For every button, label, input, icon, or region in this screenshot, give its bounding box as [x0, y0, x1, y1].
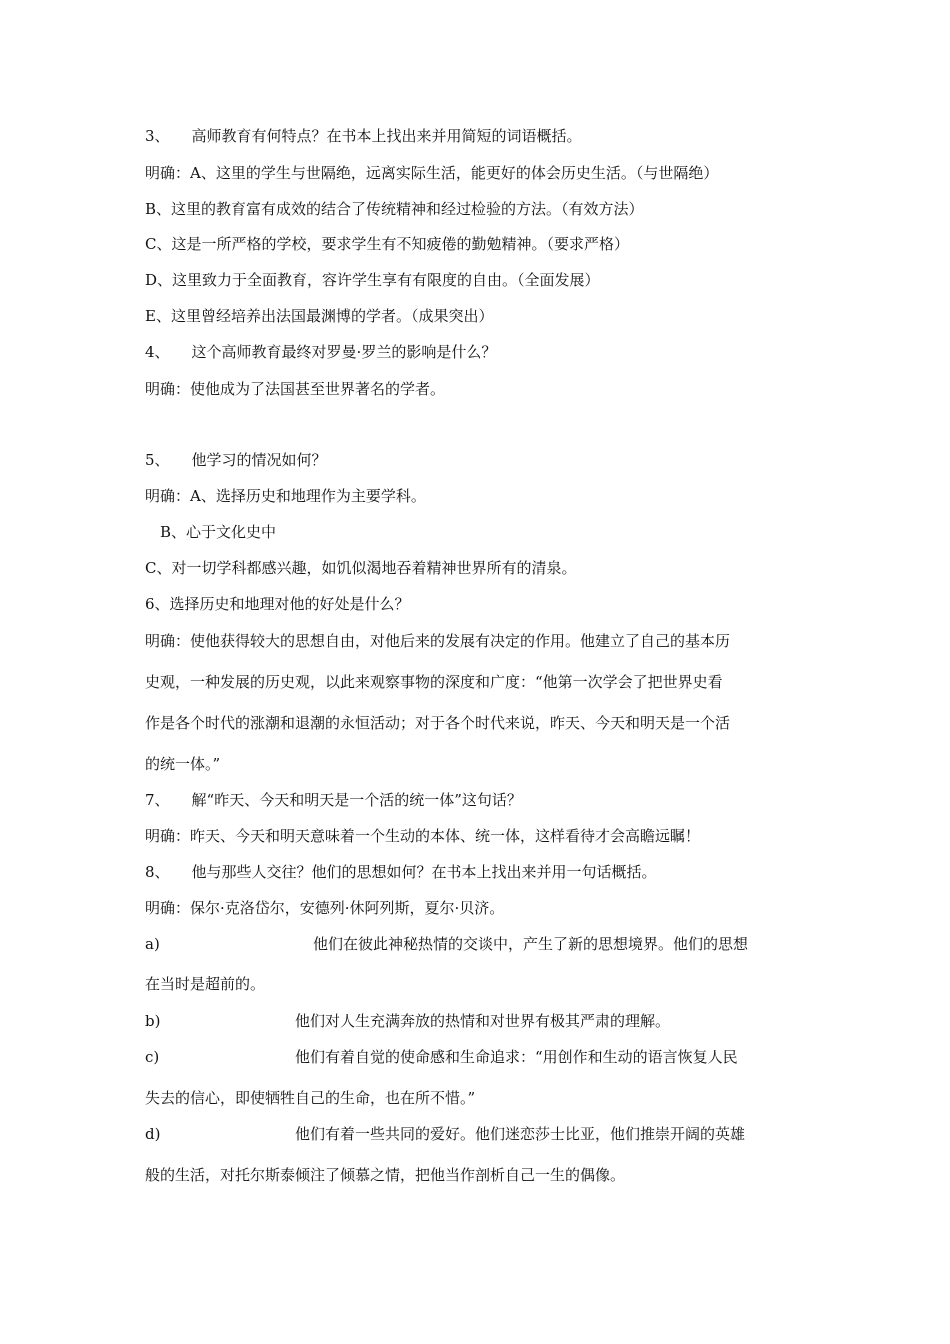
- list-label: d): [145, 1125, 161, 1143]
- question-4: [145, 342, 496, 362]
- list-text: 他们有着一些共同的爱好。他们迷恋莎士比亚，他们推崇开阔的英雄: [295, 1125, 746, 1143]
- list-label: a): [145, 935, 160, 953]
- list-item-b: [145, 1011, 670, 1031]
- list-text: 他们对人生充满奔放的热情和对世界有极其严肃的理解。: [295, 1012, 671, 1030]
- question-3: [145, 126, 582, 146]
- question-text: 解“昨天、今天和明天是一个活的统一体”这句话？: [191, 791, 522, 809]
- answer-line: 明确：A、这里的学生与世隔绝，远离实际生活，能更好的体会历史生活。（与世隔绝）: [145, 164, 719, 182]
- list-label: c): [145, 1048, 160, 1066]
- answer-line: 明确：昨天、今天和明天意味着一个生动的本体、统一体，这样看待才会高瞻远瞩！: [145, 827, 701, 845]
- answer-line: C、对一切学科都感兴趣，如饥似渴地吞着精神世界所有的清泉。: [145, 559, 577, 577]
- answer-line: D、这里致力于全面教育，容许学生享有有限度的自由。（全面发展）: [145, 271, 600, 289]
- answer-line: 明确：使他获得较大的思想自由，对他后来的发展有决定的作用。他建立了自己的基本历: [145, 632, 731, 650]
- question-7: [145, 790, 522, 810]
- answer-line: 作是各个时代的涨潮和退潮的永恒活动；对于各个时代来说，昨天、今天和明天是一个活: [145, 714, 731, 732]
- list-item-c: [145, 1047, 738, 1067]
- question-text: 这个高师教育最终对罗曼·罗兰的影响是什么？: [191, 343, 497, 361]
- question-text: 他学习的情况如何？: [191, 451, 327, 469]
- list-item-a: [145, 934, 748, 954]
- question-number: 7、: [145, 791, 170, 809]
- question-number: 8、: [145, 863, 170, 881]
- question-text: 高师教育有何特点？在书本上找出来并用简短的词语概括。: [191, 127, 582, 145]
- question-number: 4、: [145, 343, 170, 361]
- answer-line: 史观，一种发展的历史观，以此来观察事物的深度和广度：“他第一次学会了把世界史看: [145, 673, 723, 691]
- list-text: 他们有着自觉的使命感和生命追求：“用创作和生动的语言恢复人民: [295, 1048, 738, 1066]
- question-5: [145, 450, 327, 470]
- answer-line: C、这是一所严格的学校，要求学生有不知疲倦的勤勉精神。（要求严格）: [145, 235, 629, 253]
- question-text: 他与那些人交往？他们的思想如何？在书本上找出来并用一句话概括。: [191, 863, 657, 881]
- question-number: 5、: [145, 451, 170, 469]
- question-number: 3、: [145, 127, 170, 145]
- answer-line: 明确：保尔·克洛岱尔，安德列·休阿列斯，夏尔·贝济。: [145, 899, 505, 917]
- answer-line: E、这里曾经培养出法国最渊博的学者。（成果突出）: [145, 307, 494, 325]
- answer-line: 明确：A、选择历史和地理作为主要学科。: [145, 487, 426, 505]
- answer-line: B、心于文化史中: [160, 523, 277, 541]
- answer-line: B、这里的教育富有成效的结合了传统精神和经过检验的方法。（有效方法）: [145, 200, 644, 218]
- list-label: b): [145, 1012, 161, 1030]
- list-item-continuation: 失去的信心，即使牺牲自己的生命，也在所不惜。”: [145, 1089, 476, 1107]
- list-item-continuation: 般的生活，对托尔斯泰倾注了倾慕之情，把他当作剖析自己一生的偶像。: [145, 1166, 626, 1184]
- answer-line: 明确：使他成为了法国甚至世界著名的学者。: [145, 380, 446, 398]
- question-6: 6、选择历史和地理对他的好处是什么？: [145, 595, 410, 613]
- list-item-continuation: 在当时是超前的。: [145, 975, 266, 993]
- answer-line: 的统一体。”: [145, 755, 221, 773]
- list-text: 他们在彼此神秘热情的交谈中，产生了新的思想境界。他们的思想: [313, 935, 749, 953]
- list-item-d: [145, 1124, 745, 1144]
- question-8: [145, 862, 657, 882]
